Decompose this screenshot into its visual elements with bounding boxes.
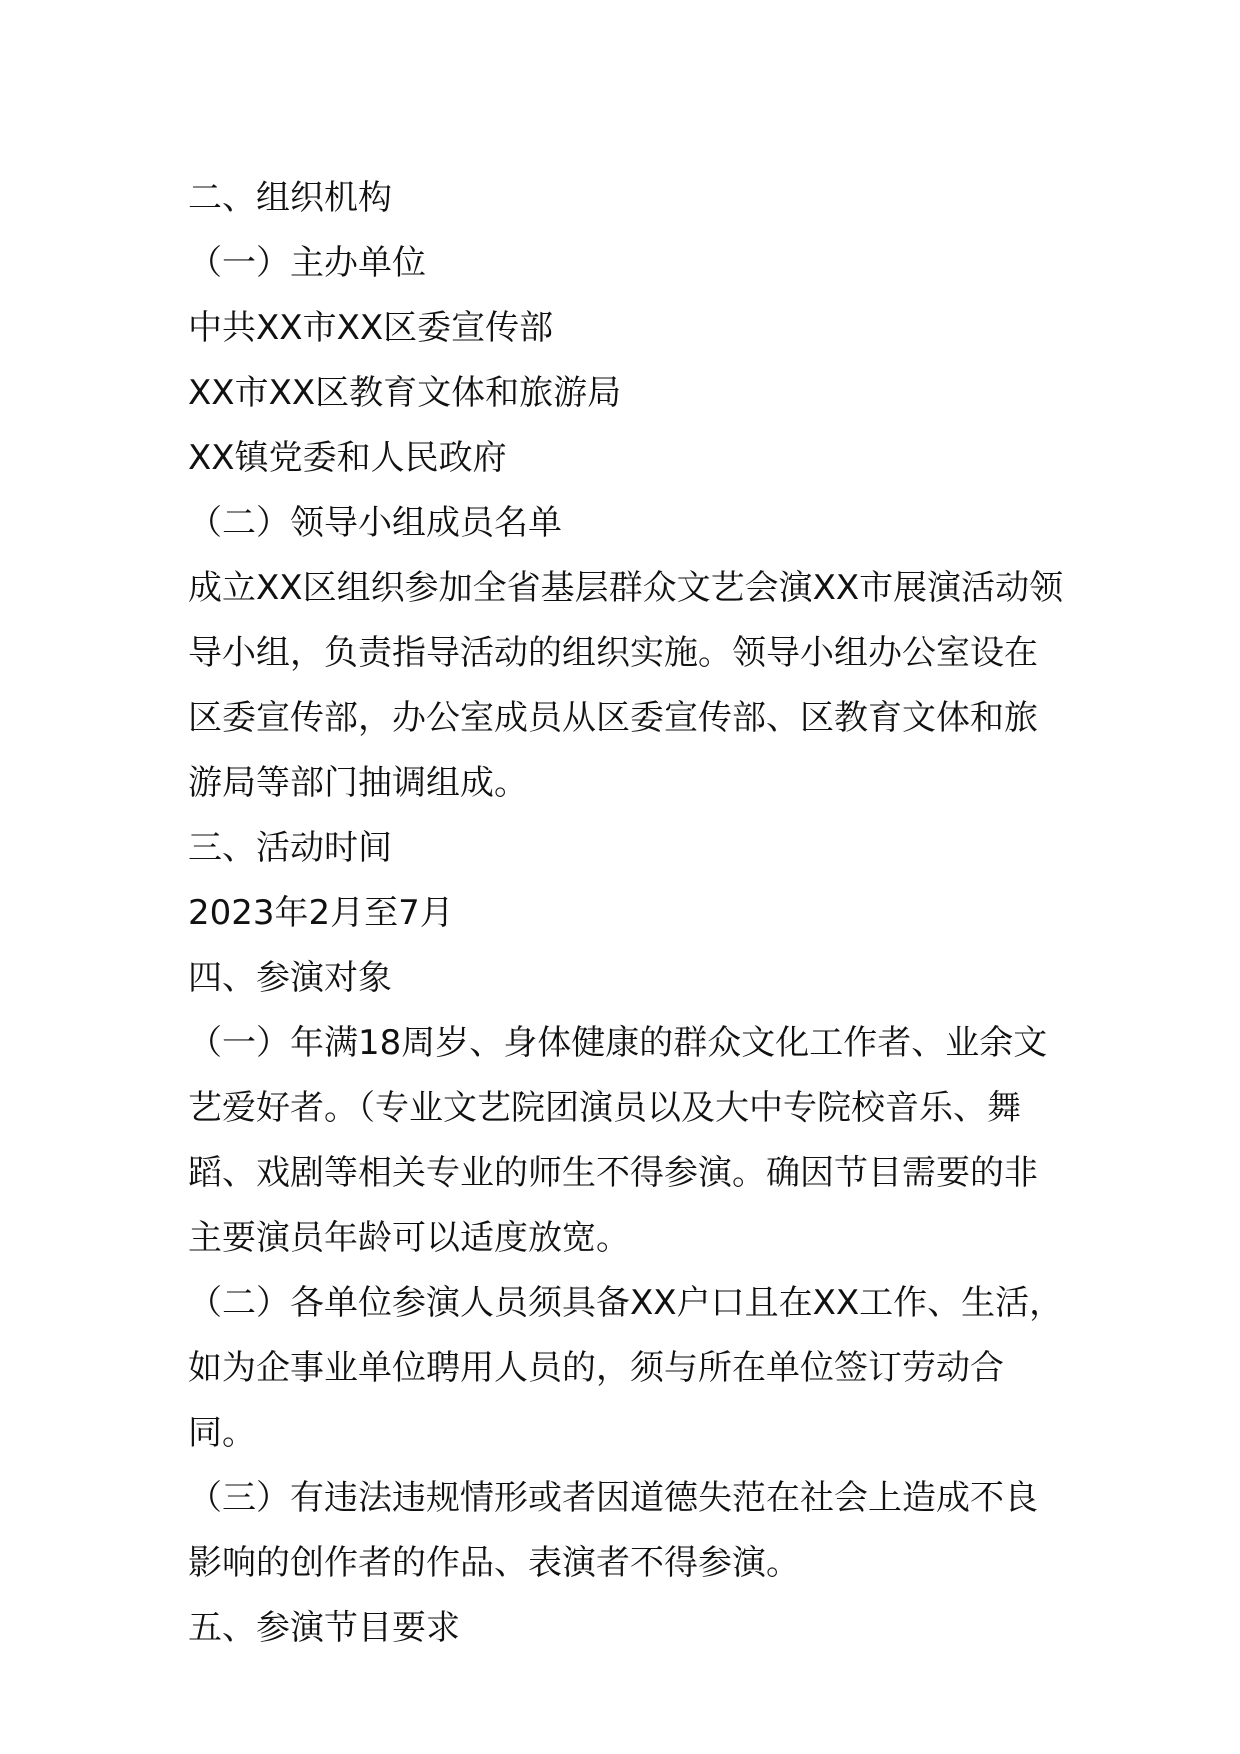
text-line: XX市XX区教育文体和旅游局: [188, 373, 622, 413]
section-heading: 五、参演节目要求: [188, 1608, 460, 1648]
subsection-heading: （一）主办单位: [188, 243, 426, 283]
text-line: 2023年2月至7月: [188, 893, 454, 933]
section-heading: 四、参演对象: [188, 958, 392, 998]
document-body: [188, 166, 1068, 1661]
text-line: 中共XX市XX区委宣传部: [188, 308, 554, 348]
text-line: XX镇党委和人民政府: [188, 438, 507, 478]
text-line: （一）年满18周岁、身体健康的群众文化工作者、业余文: [188, 1023, 1048, 1063]
text-line: 成立XX区组织参加全省基层群众文艺会演XX市展演活动领: [188, 568, 1064, 608]
text-line: 蹈、戏剧等相关专业的师生不得参演。确因节目需要的非: [188, 1153, 1038, 1193]
text-line: 艺爱好者。（专业文艺院团演员以及大中专院校音乐、舞: [188, 1088, 1021, 1128]
text-line: 如为企事业单位聘用人员的，须与所在单位签订劳动合同。: [188, 1348, 1004, 1453]
text-line: （二）各单位参演人员须具备XX户口且在XX工作、生活，: [188, 1283, 1064, 1323]
text-line: 游局等部门抽调组成。: [188, 763, 528, 803]
text-line: （三）有违法违规情形或者因道德失范在社会上造成不良: [188, 1478, 1038, 1518]
text-line: 主要演员年龄可以适度放宽。: [188, 1218, 630, 1258]
section-heading: 三、活动时间: [188, 828, 392, 868]
section-heading: 二、组织机构: [188, 178, 392, 218]
text-line: 影响的创作者的作品、表演者不得参演。: [188, 1543, 800, 1583]
text-line: 区委宣传部，办公室成员从区委宣传部、区教育文体和旅: [188, 698, 1038, 738]
subsection-heading: （二）领导小组成员名单: [188, 503, 562, 543]
text-line: 导小组，负责指导活动的组织实施。领导小组办公室设在: [188, 633, 1038, 673]
